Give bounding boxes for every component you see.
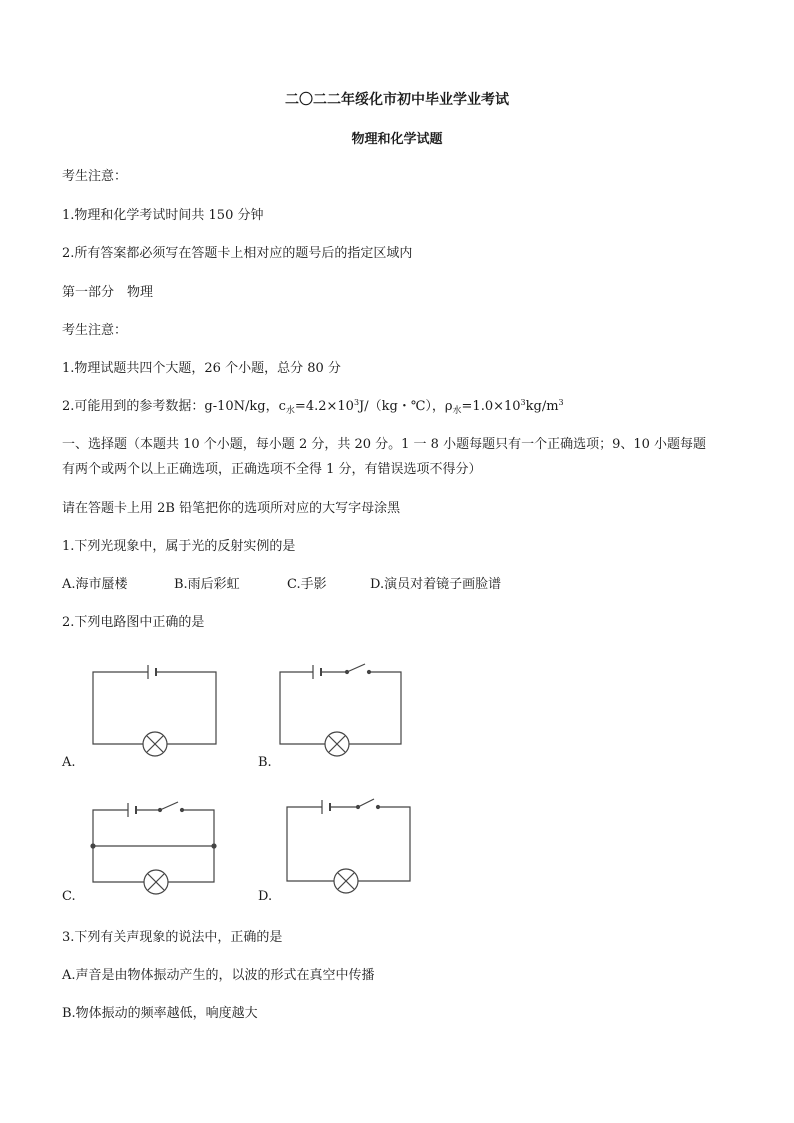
ref-data-rho-value: =1.0×10 [461,399,521,414]
question-1-stem: 1.下列光现象中，属于光的反射实例的是 [62,539,296,554]
section-instruction: 请在答题卡上用 2B 铅笔把你的选项所对应的大写字母涂黑 [62,501,401,516]
part-notice-item-1: 1.物理试题共四个大题，26 个小题，总分 80 分 [62,361,341,376]
question-1-options [62,576,501,594]
ref-data-unit-2: kg/m [525,399,559,414]
part-heading: 第一部分 物理 [62,285,154,300]
notice-item-2: 2.所有答案都必须写在答题卡上相对应的题号后的指定区域内 [62,246,413,261]
circuit-diagram-d [282,795,417,895]
page-title: 二〇二二年绥化市初中毕业学业考试 [285,92,509,108]
ref-data-prefix: 2.可能用到的参考数据：g-10N/kg，c [62,399,286,414]
part-notice-heading: 考生注意： [62,323,128,338]
q2-option-d-label[interactable]: D. [258,889,273,904]
page-subtitle: 物理和化学试题 [351,132,443,147]
q1-option-a[interactable]: A.海市蜃楼 [62,577,128,592]
ref-data-sup-1: 3 [353,398,360,407]
ref-data-unit-1: J/（kg・℃），ρ [359,399,453,414]
q3-option-a[interactable]: A.声音是由物体振动产生的，以波的形式在真空中传播 [62,968,375,983]
ref-data-sup-2: 3 [520,398,526,407]
q1-option-c[interactable]: C.手影 [287,577,327,592]
section-heading-line-1: 一、选择题（本题共 10 个小题，每小题 2 分，共 20 分。1 一 8 小题每题只有一个正确选项；9、10 小题每题 [62,437,707,452]
q2-option-b-label[interactable]: B. [258,755,272,770]
q1-option-d[interactable]: D.演员对着镜子画脸谱 [370,577,502,592]
question-2-stem: 2.下列电路图中正确的是 [62,615,205,630]
question-3-stem: 3.下列有关声现象的说法中，正确的是 [62,930,283,945]
ref-data-sub-water-1: 水 [285,406,295,416]
circuit-diagram-b [275,660,410,760]
q3-option-b[interactable]: B.物体振动的频率越低，响度越大 [62,1006,258,1021]
circuit-diagram-a [88,660,223,760]
circuit-diagram-c [88,798,223,898]
part-notice-item-2 [62,398,564,417]
notice-item-1: 1.物理和化学考试时间共 150 分钟 [62,208,264,223]
ref-data-sup-3: 3 [558,398,564,407]
q1-option-b[interactable]: B.雨后彩虹 [174,577,240,592]
ref-data-c-value: =4.2×10 [294,399,354,414]
notice-heading: 考生注意： [62,169,128,184]
q2-option-a-label[interactable]: A. [62,755,76,770]
q2-option-c-label[interactable]: C. [62,889,76,904]
ref-data-sub-water-2: 水 [452,406,462,416]
section-heading-line-2: 有两个或两个以上正确选项，正确选项不全得 1 分，有错误选项不得分） [62,462,482,477]
